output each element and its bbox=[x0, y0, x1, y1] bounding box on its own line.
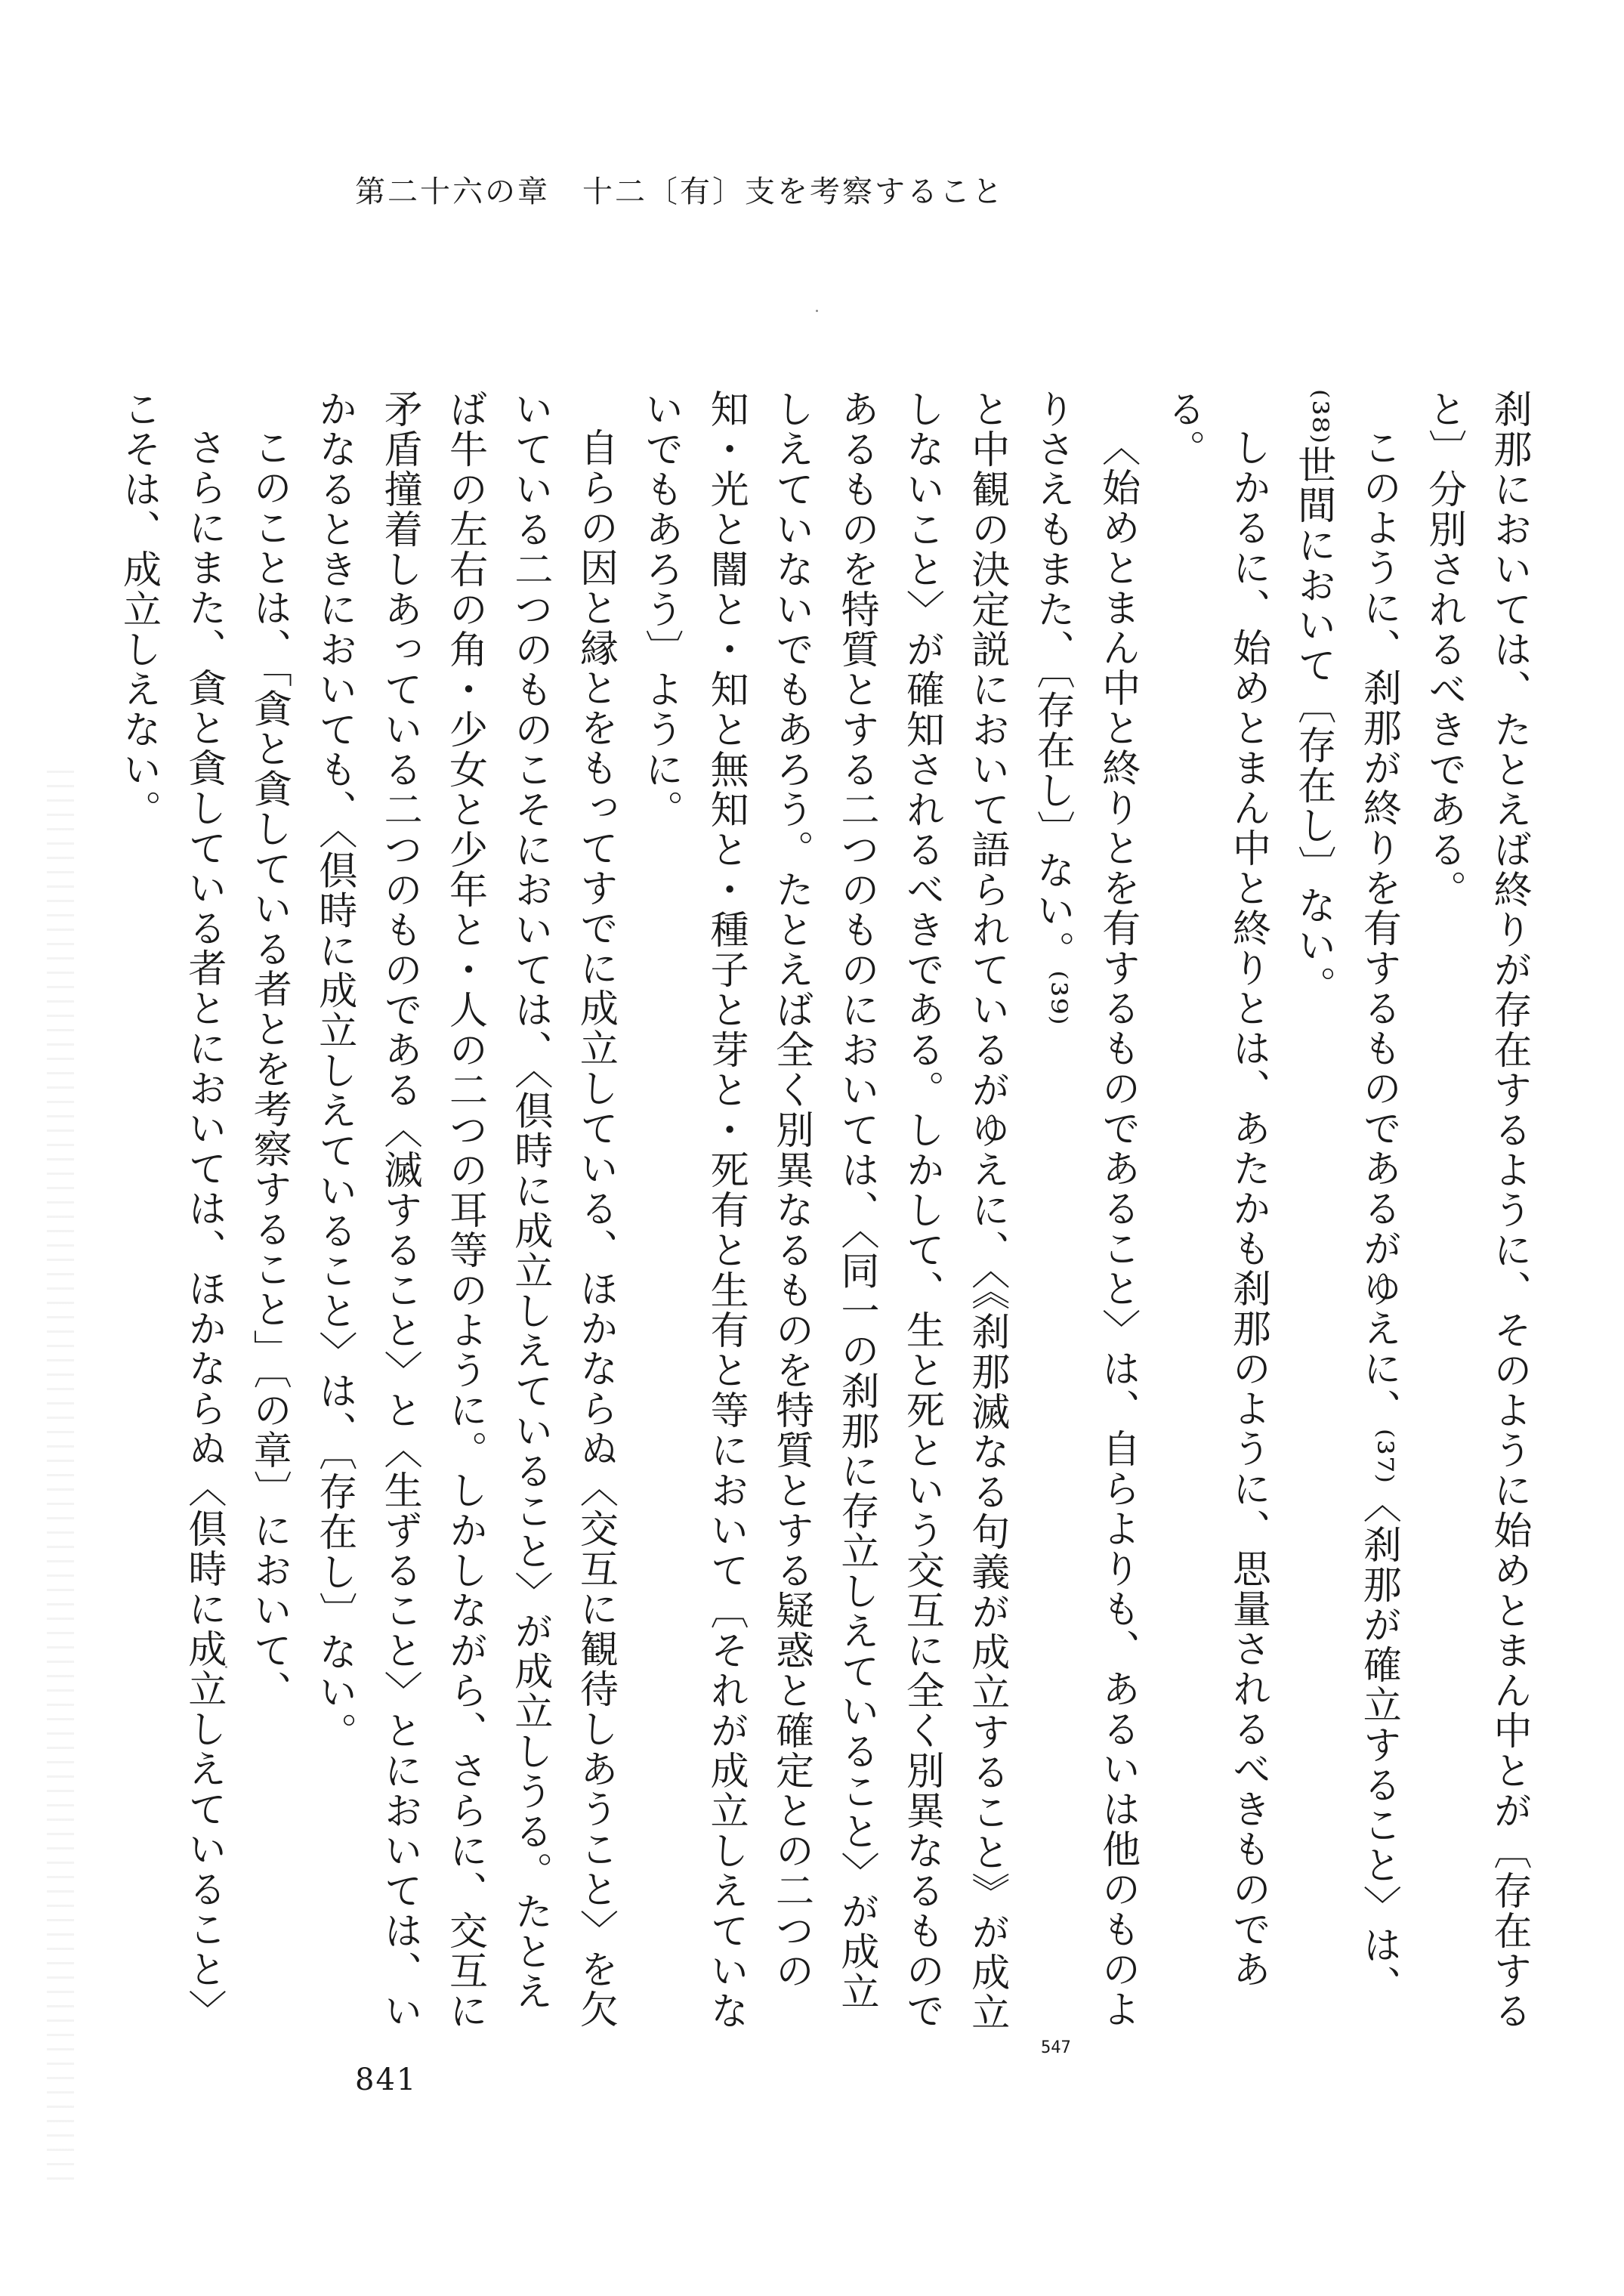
paragraph: このように、刹那が終りを有するものであるがゆえに、⁽³⁷⁾〈刹那が確立すること〉は、⁽³⁸⁾世間において〔存在し〕ない。 bbox=[1290, 389, 1401, 2005]
paragraph: 〈始めとまん中と終りとを有するものであること〉は、自らよりも、あるいは他のものよりさえもまた、〔存在し〕ない。⁽³⁹⁾ bbox=[1030, 389, 1140, 2029]
paragraph: しかるに、始めとまん中と終りとは、あたかも刹那のように、思量されるべきものである。 bbox=[1159, 389, 1270, 1989]
paragraph: 自らの因と縁とをもってすでに成立している、ほかならぬ〈交互に観待しあうこと〉を欠いている二つのものこそにおいては、〈倶時に成立しえていること〉が成立しうる。たとえば牛の左右の角・少女と少年と・人の二つの耳等のように。しかしながら、さらに、交互に矛盾撞着しあっている二つのものである〈滅すること〉と〈生ずること〉とにおいては、いかなるときにおいても、〈倶時に成立しえていること〉は、〔存在し〕ない。 bbox=[311, 389, 618, 2031]
scan-gutter-shadow bbox=[47, 771, 74, 2191]
paragraph: 刹那においては、たとえば終りが存在するように、そのように始めとまん中とが〔存在すると〕分別されるべきである。 bbox=[1421, 389, 1531, 2031]
paragraph: このことは、「貪と貪している者とを考察すること」〔の章〕において、 bbox=[246, 428, 292, 1710]
paragraph: さらにまた、貪と貪している者とにおいては、ほかならぬ〈倶時に成立しえていること〉こそは、成立しえない。 bbox=[116, 389, 226, 2029]
paragraph: と中観の決定説において語られているがゆえに、〈《刹那滅なる句義が成立すること》が成立しないこと〉が確知されるべきである。しかして、生と死という交互に全く別異なるものであるものを特質とする二つのものにおいては、〈同一の刹那に存立しえていること〉が成立しえていないでもあろう。たとえば全く別異なるものを特質とする疑惑と確定との二つの知・光と闇と・知と無知と・種子と芽と・死有と生有と等において〔それが成立しえていないでもあろう〕ように。 bbox=[638, 389, 1009, 2032]
running-header: 第二十六の章 十二〔有〕支を考察すること bbox=[355, 175, 1005, 209]
page-number: 841 bbox=[355, 2063, 418, 2097]
body-text bbox=[116, 389, 1541, 2036]
margin-reference-number: 547 bbox=[1041, 2038, 1071, 2057]
scan-speck bbox=[816, 310, 818, 312]
